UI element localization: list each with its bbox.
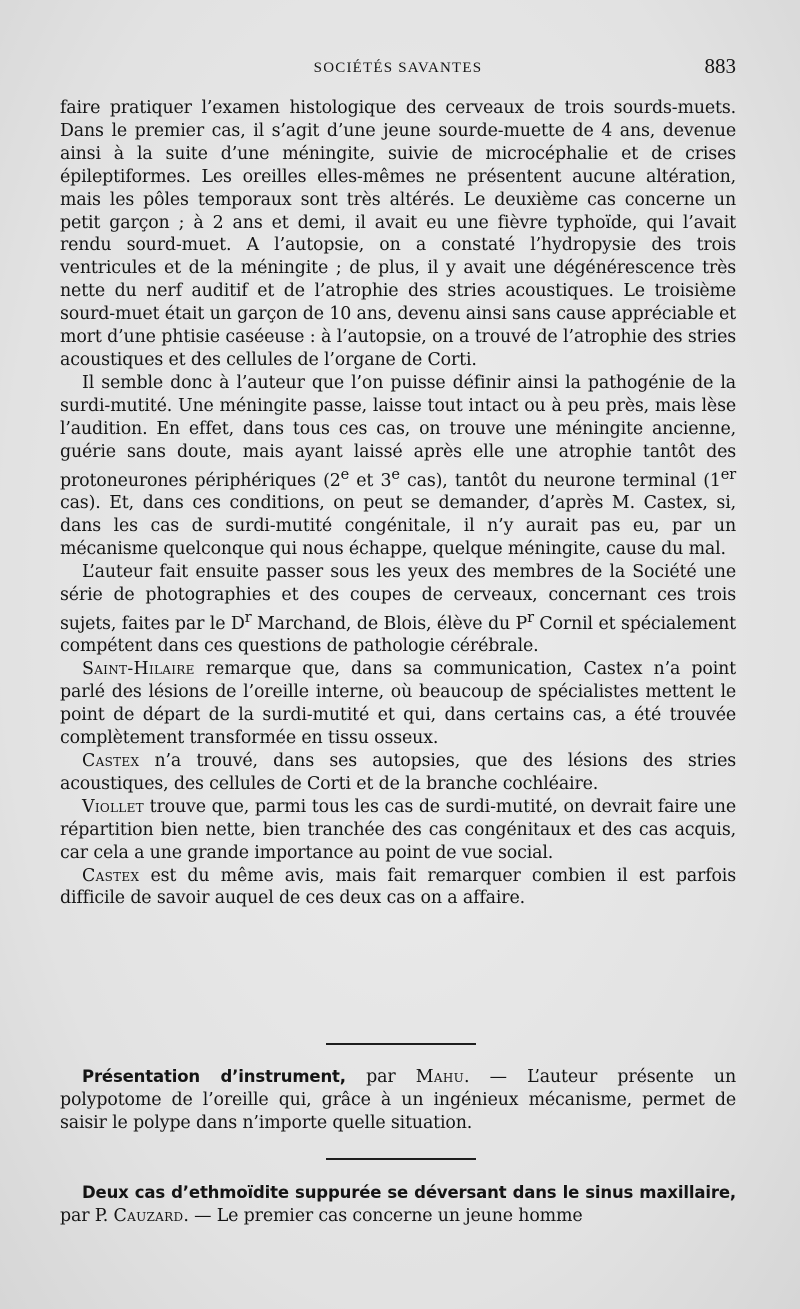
section-presentation bbox=[60, 1066, 736, 1135]
running-title: SOCIÉTÉS SAVANTES bbox=[313, 60, 483, 76]
author-name: Mahu bbox=[415, 1067, 465, 1087]
section-title: Présentation d’instrument, bbox=[82, 1067, 346, 1086]
speaker-name: Saint-Hilaire bbox=[82, 659, 195, 680]
section-divider bbox=[326, 1043, 476, 1045]
paragraph-viollet bbox=[60, 796, 736, 865]
text-run: et 3 bbox=[349, 470, 392, 491]
speaker-name: Viollet bbox=[82, 796, 144, 817]
paragraph-pathogenie bbox=[60, 372, 736, 561]
paragraph-continued: faire pratiquer l’examen histologique des cerveaux de trois sourds-muets. Dans le premier cas, il s’agit d’une jeune sourde-muette de 4 ans, devenue ainsi à la suite d’une méningite, suivie de microcéphalie et de crises épileptiformes. Les oreilles elles-mêmes ne présentent aucune altération, mais les pôles temporaux sont très altérés. Le deuxième cas concerne un petit garçon ; à 2 ans et demi, il avait eu une fièvre typhoïde, qui l’avait rendu sourd-muet. A l’autopsie, on a constaté l’hydropysie des trois ventricules et de la méningite ; de plus, il y avait une dégénérescence très nette du nerf auditif et de l’atrophie des stries acoustiques. Le troisième sourd-muet était un garçon de 10 ans, devenu ainsi sans cause appréciable et mort d’une phtisie caséeuse : à l’autopsie, on a trouvé de l’atrophie des stries acoustiques et des cellules de l’organe de Corti. bbox=[60, 98, 736, 370]
main-text bbox=[60, 97, 736, 910]
text-run: est du même avis, mais fait remarquer combien il est parfois difficile de savoir auquel de ces deux cas on a affaire. bbox=[60, 865, 736, 909]
superscript: er bbox=[720, 466, 736, 483]
text-run: . — Le premier cas concerne un jeune homme bbox=[183, 1205, 583, 1226]
text-run: par bbox=[345, 1067, 416, 1087]
text-run: par P. bbox=[60, 1205, 114, 1226]
text-run: remarque que, dans sa communication, Castex n’a point parlé des lésions de l’oreille interne, où beaucoup de spécialistes mettent le point de départ de la surdi-mutité et qui, dans certains cas, a été trouvée complètement transformée en tissu osseux. bbox=[60, 659, 736, 749]
page-number: 883 bbox=[704, 54, 736, 78]
superscript: e bbox=[340, 466, 350, 483]
paragraph-saint-hilaire bbox=[60, 658, 736, 750]
text-run: L’auteur fait ensuite passer sous les yeux des membres de la Société une série de photographies et des coupes de cerveaux, concernant ces trois sujets, faites par le D bbox=[60, 561, 736, 634]
text-run: cas). Et, dans ces conditions, on peut se demander, d’après M. Castex, si, dans les cas de surdi-mutité congénitale, il n’y aurait pas eu, par un mécanisme quelconque qui nous échappe, quelque méningite, cause du mal. bbox=[60, 493, 736, 560]
text-run: Cornil et spécialement compétent dans ces questions de pathologie cérébrale. bbox=[60, 613, 736, 657]
page-header bbox=[60, 52, 736, 86]
paragraph-castex-2 bbox=[60, 865, 736, 911]
text-run: trouve que, parmi tous les cas de surdi-mutité, on devrait faire une répartition bien nette, bien tranchée des cas congénitaux et des cas acquis, car cela a une grande importance au point de vue social. bbox=[60, 796, 736, 863]
superscript: e bbox=[391, 466, 400, 483]
author-name: Cauzard bbox=[113, 1205, 184, 1226]
paragraph-photographies bbox=[60, 561, 736, 658]
section-presentation-paragraph bbox=[60, 1066, 736, 1135]
text-run: Il semble donc à l’auteur que l’on puisse définir ainsi la pathogénie de la surdi-mutité. Une méningite passe, laisse tout intact ou à peu près, mais lèse l’audition. En effet, dans tous ces cas, on trouve une méningite ancienne, guérie sans doute, mais ayant laissé après elle une atrophie tantôt des protoneurones périphériques (2 bbox=[60, 372, 736, 491]
speaker-name: Castex bbox=[82, 750, 140, 771]
text-run: cas), tantôt du neurone terminal (1 bbox=[399, 470, 721, 491]
superscript: r bbox=[244, 609, 252, 626]
section-ethmoidite-paragraph bbox=[60, 1182, 736, 1228]
section-divider bbox=[326, 1158, 476, 1160]
paragraph-castex-1 bbox=[60, 750, 736, 796]
text-run: n’a trouvé, dans ses autopsies, que des lésions des stries acoustiques, des cellules de Corti et de la branche cochléaire. bbox=[60, 750, 736, 794]
section-ethmoidite bbox=[60, 1182, 736, 1228]
superscript: r bbox=[527, 609, 534, 626]
speaker-name: Castex bbox=[82, 865, 140, 886]
text-run: . — L’auteur présente un polypotome de l’oreille qui, grâce à un ingénieux mécanisme, permet de saisir le polype dans n’importe quelle situation. bbox=[60, 1067, 736, 1133]
text-run: Marchand, de Blois, élève du P bbox=[251, 613, 528, 634]
section-title: Deux cas d’ethmoïdite suppurée se déversant dans le sinus maxillaire, bbox=[82, 1183, 736, 1202]
